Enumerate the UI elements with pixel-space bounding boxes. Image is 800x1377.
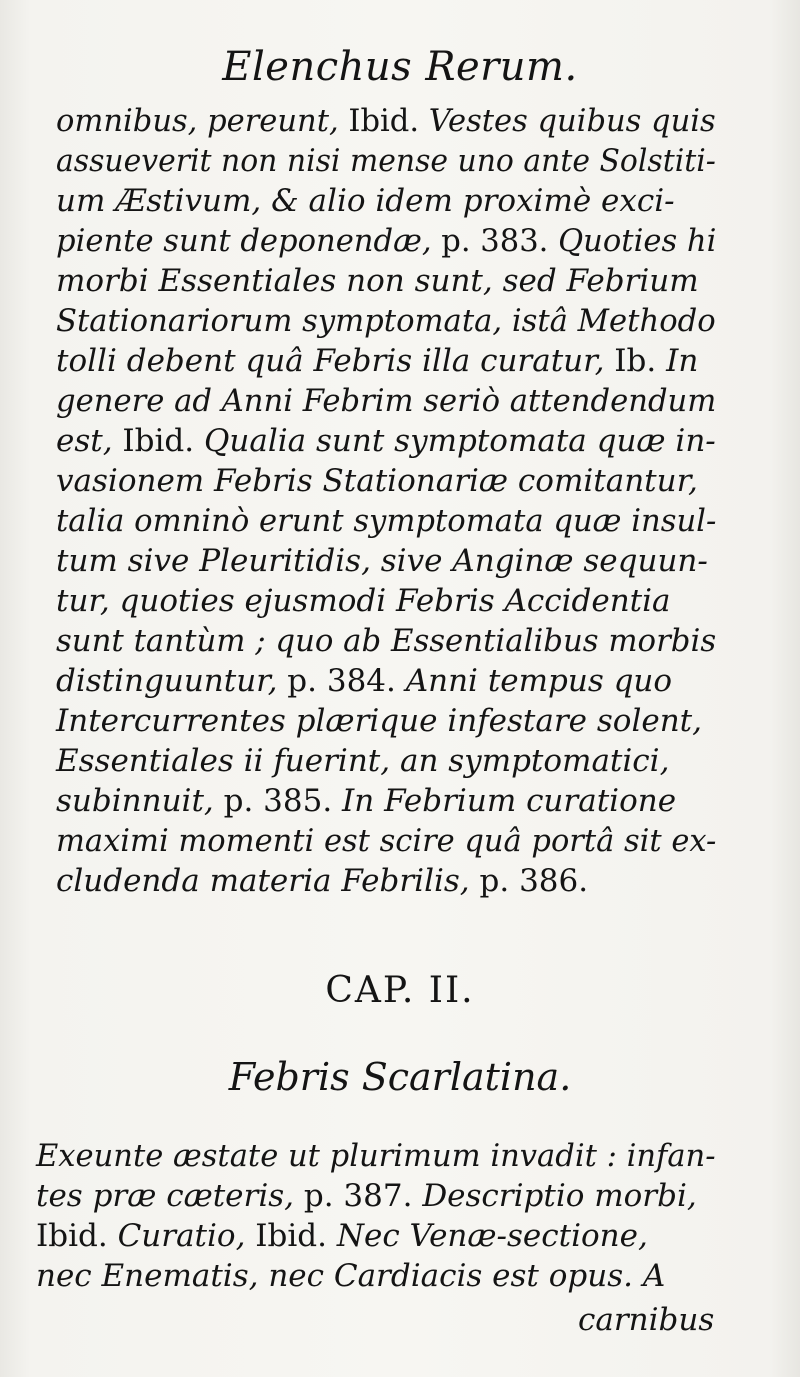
text-line xyxy=(56,101,716,141)
text-segment: Descriptio morbi, xyxy=(422,1178,697,1214)
text-segment: Vestes quibus quis xyxy=(428,103,716,139)
text-segment: In Febrium curatione xyxy=(342,783,677,819)
text-segment: um Æstivum, & alio idem proximè exci- xyxy=(56,183,675,219)
text-line xyxy=(56,701,716,741)
text-line xyxy=(56,621,717,661)
text-line xyxy=(36,1136,716,1176)
text-segment: assueverit non nisi mense uno ante Solstiti- xyxy=(56,143,716,179)
text-line xyxy=(56,741,716,781)
text-segment: subinnuit, xyxy=(56,783,224,819)
text-segment: tur, quoties ejusmodi Febris Accidentia xyxy=(56,583,671,619)
text-line xyxy=(36,1176,716,1216)
text-segment: vasionem Febris Stationariæ comitantur, xyxy=(56,463,698,499)
text-line xyxy=(56,341,716,381)
text-segment: tum sive Pleuritidis, sive Anginæ sequun- xyxy=(56,543,708,579)
text-segment: In xyxy=(666,343,699,379)
text-segment: p. 387. xyxy=(303,1178,423,1214)
text-line xyxy=(56,301,716,341)
text-line xyxy=(56,861,716,901)
text-line xyxy=(56,181,716,221)
text-segment: Curatio, xyxy=(117,1218,256,1254)
text-segment: talia omninò erunt symptomata quæ insul- xyxy=(56,503,717,539)
text-segment: Ibid. xyxy=(36,1218,118,1254)
text-segment: p. 385. xyxy=(223,783,343,819)
text-segment: omnibus, pereunt, xyxy=(56,103,349,139)
text-segment: Stationariorum symptomata, istâ Methodo xyxy=(56,303,716,339)
text-segment: p. 384. xyxy=(287,663,406,699)
text-segment: sunt tantùm ; quo ab Essentialibus morbis xyxy=(56,623,717,659)
index-text-block xyxy=(56,101,716,901)
text-line xyxy=(56,661,716,701)
text-line xyxy=(56,501,717,541)
text-segment: Intercurrentes plærique infestare solent, xyxy=(56,703,702,739)
text-segment: tes præ cæteris, xyxy=(36,1178,304,1214)
text-segment: est, xyxy=(56,423,123,459)
text-segment: p. 386. xyxy=(479,863,589,899)
text-segment: morbi Essentiales non sunt, sed Febrium xyxy=(56,263,699,299)
text-segment: Exeunte æstate ut plurimum invadit : infan- xyxy=(36,1138,716,1174)
text-segment: Ibid. xyxy=(122,423,204,459)
catchword: carnibus xyxy=(578,1302,715,1338)
text-line xyxy=(56,221,717,261)
text-segment: Ib. xyxy=(614,343,667,379)
text-segment: Ibid. xyxy=(255,1218,337,1254)
text-line xyxy=(56,461,716,501)
text-segment: Essentiales ii fuerint, an symptomatici, xyxy=(56,743,670,779)
text-segment: maximi momenti est scire quâ portâ sit ex- xyxy=(56,823,717,859)
text-line xyxy=(36,1256,716,1296)
text-segment: nec Enematis, nec Cardiacis est opus. A xyxy=(36,1258,666,1294)
text-segment: Anni tempus quo xyxy=(405,663,673,699)
text-segment: distinguuntur, xyxy=(56,663,288,699)
chapter-text-block xyxy=(36,1136,716,1296)
text-line xyxy=(56,781,716,821)
text-segment: Quoties hi xyxy=(558,223,717,259)
text-line xyxy=(56,141,716,181)
text-segment: Nec Venæ-sectione, xyxy=(336,1218,648,1254)
text-segment: genere ad Anni Febrim seriò attendendum xyxy=(56,383,717,419)
text-line xyxy=(56,261,716,301)
text-segment: cludenda materia Febrilis, xyxy=(56,863,480,899)
text-line xyxy=(56,381,717,421)
text-line xyxy=(56,541,716,581)
text-line xyxy=(36,1216,716,1256)
running-header: Elenchus Rerum. xyxy=(222,44,578,90)
text-segment: p. 383. xyxy=(441,223,559,259)
text-segment: piente sunt deponendæ, xyxy=(56,223,442,259)
chapter-heading: CAP. II. xyxy=(325,970,475,1011)
text-line xyxy=(56,581,716,621)
text-line xyxy=(56,821,717,861)
text-segment: tolli debent quâ Febris illa curatur, xyxy=(56,343,615,379)
text-segment: Qualia sunt symptomata quæ in- xyxy=(203,423,716,459)
chapter-title: Febris Scarlatina. xyxy=(228,1055,572,1099)
text-segment: Ibid. xyxy=(348,103,429,139)
text-line xyxy=(56,421,716,461)
